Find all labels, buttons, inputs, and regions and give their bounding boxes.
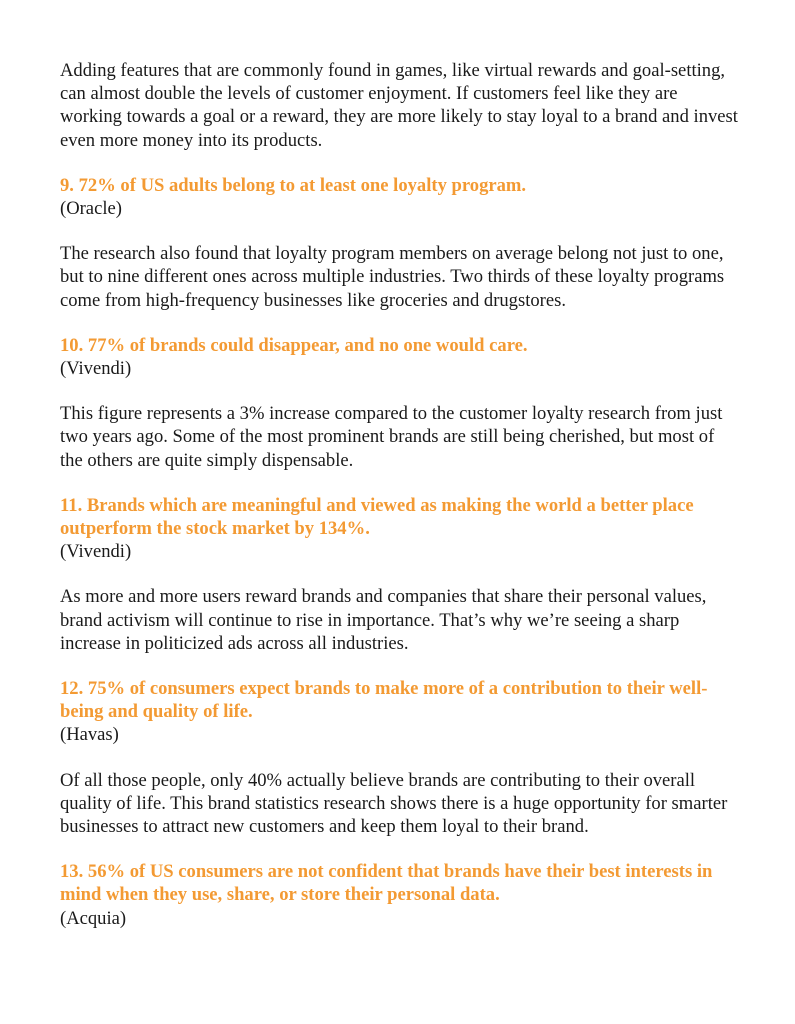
- stat-item-9: [60, 174, 740, 312]
- stat-body: This figure represents a 3% increase compared to the customer loyalty research from just two years ago. Some of the most prominent brands are still being cherished, but most of the others are quite simply dispensable.: [60, 403, 723, 471]
- stat-source: (Acquia): [60, 907, 127, 929]
- stat-source: (Vivendi): [60, 358, 132, 380]
- stat-source: (Oracle): [60, 198, 122, 220]
- stat-item-12: [60, 677, 740, 838]
- stat-body: The research also found that loyalty program members on average belong not just to one, but to nine different ones across multiple industries. Two thirds of these loyalty programs come from high-frequency businesses like groceries and drugstores.: [60, 243, 725, 311]
- stat-heading: 10. 77% of brands could disappear, and no one would care.: [60, 334, 528, 356]
- stat-item-11: [60, 494, 740, 655]
- document-page: [60, 59, 740, 952]
- stat-source: (Vivendi): [60, 541, 132, 563]
- intro-paragraph: Adding features that are commonly found in games, like virtual rewards and goal-setting, can almost double the levels of customer enjoyment. If customers feel like they are working towards a goal or a reward, they are more likely to stay loyal to a brand and invest even more money into its products.: [60, 60, 738, 151]
- stat-body: As more and more users reward brands and companies that share their personal values, brand activism will continue to rise in importance. That’s why we’re seeing a sharp increase in politicized ads across all industries.: [60, 586, 707, 654]
- stat-body: Of all those people, only 40% actually believe brands are contributing to their overall quality of life. This brand statistics research shows there is a huge opportunity for smarter businesses to attract new customers and keep them loyal to their brand.: [60, 769, 728, 838]
- stat-source: (Havas): [60, 724, 119, 746]
- stat-heading: 13. 56% of US consumers are not confident that brands have their best interests in mind when they use, share, or store their personal data.: [60, 861, 713, 906]
- stat-heading: 9. 72% of US adults belong to at least one loyalty program.: [60, 174, 527, 196]
- stat-item-10: [60, 334, 740, 472]
- stat-heading: 11. Brands which are meaningful and viewed as making the world a better place outperform the stock market by 134%.: [60, 494, 694, 540]
- stat-heading: 12. 75% of consumers expect brands to make more of a contribution to their well-being and quality of life.: [60, 678, 708, 723]
- stat-item-13: [60, 860, 740, 930]
